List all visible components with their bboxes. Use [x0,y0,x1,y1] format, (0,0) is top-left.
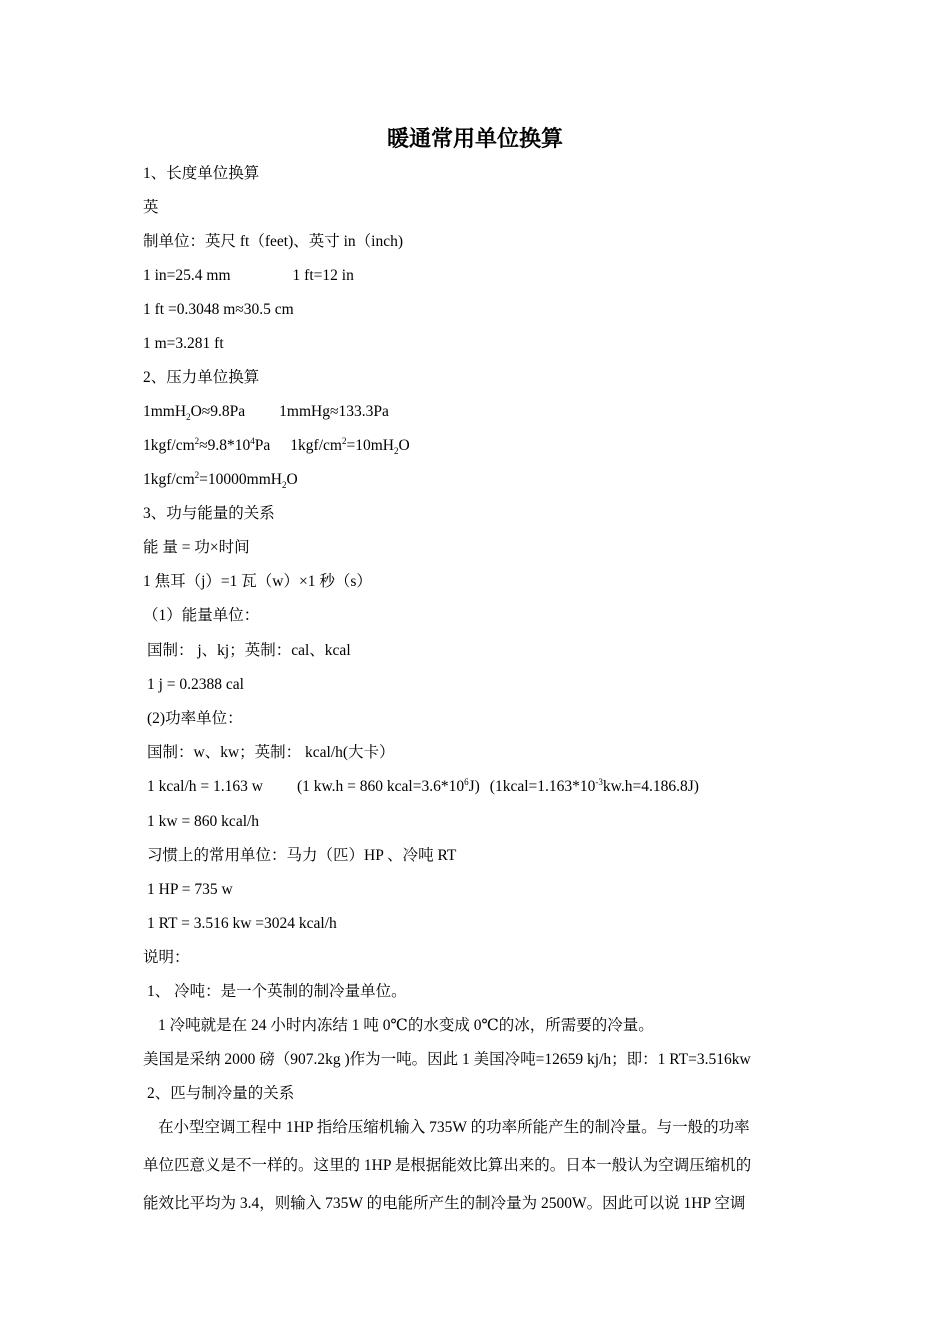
text-line [143,266,354,286]
formula-part: O [398,437,410,454]
formula: 1 ft=12 in [292,267,354,284]
text-line: (2)功率单位： [147,710,243,727]
superscript: 2 [194,469,200,480]
formula-part: =10mH [346,437,394,454]
formula-part: (1kcal=1.163*10 [489,778,596,795]
formula-part: =10000mmH [199,471,282,488]
superscript: 4 [250,435,255,446]
text-line: 1、 冷吨：是一个英制的制冷量单位。 [147,983,407,1000]
text-line: 1 冷吨就是在 24 小时内冻结 1 吨 0℃的水变成 0℃的冰，所需要的冷量。 [158,1017,654,1034]
subscript: 2 [186,412,191,423]
text-line [147,777,699,797]
text-line: 英 [143,199,159,216]
subscript: 2 [281,480,287,491]
notes-heading: 说明： [143,949,190,966]
text-line: 1 ft =0.3048 m≈30.5 cm [143,301,294,318]
text-line: 1 HP = 735 w [147,881,233,898]
superscript: 2 [194,435,200,446]
text-line: 国制：w、kw；英制： kcal/h(大卡） [147,744,395,761]
superscript: -3 [595,776,603,787]
text-line: 国制： j、kj；英制：cal、kcal [147,642,351,659]
text-line [143,470,298,490]
text-line: 能 量 = 功×时间 [143,539,250,556]
formula-part: kw.h=4.186.8J) [602,778,699,795]
superscript: 6 [464,776,469,787]
formula: 1mmHg≈133.3Pa [279,403,389,420]
formula-part: Pa [254,437,271,454]
text-line: 习惯上的常用单位：马力（匹）HP 、冷吨 RT [147,847,457,864]
text-line: 在小型空调工程中 1HP 指给压缩机输入 735W 的功率所能产生的制冷量。与一般的功率 [158,1119,750,1136]
formula-part: O [286,471,298,488]
superscript: 2 [341,435,347,446]
section-pressure-heading: 2、压力单位换算 [143,369,260,386]
formula-part: ≈9.8*10 [199,437,251,454]
formula-part: 1mmH [143,403,187,420]
text-line: 2、匹与制冷量的关系 [147,1085,295,1102]
text-line: 单位匹意义是不一样的。这里的 1HP 是根据能效比算出来的。日本一般认为空调压缩机的 [143,1157,752,1174]
subscript: 2 [393,446,399,457]
text-line: 1 kw = 860 kcal/h [147,813,260,830]
formula-part: (1 kw.h = 860 kcal=3.6*10 [296,778,465,795]
formula-part: J) [468,778,480,795]
text-line: 1 m=3.281 ft [143,335,224,352]
section-length-heading: 1、长度单位换算 [143,165,260,182]
formula: 1 in=25.4 mm [143,267,231,284]
formula-part: 1kgf/cm [290,437,342,454]
document-title: 暖通常用单位换算 [386,127,563,152]
section-energy-heading: 3、功与能量的关系 [143,505,275,522]
text-line: 1 RT = 3.516 kw =3024 kcal/h [147,915,337,932]
formula-part: O≈9.8Pa [190,403,246,420]
text-line: 1 焦耳（j）=1 瓦（w）×1 秒（s） [143,573,372,590]
text-line: 制单位：英尺 ft（feet)、英寸 in（inch) [143,233,404,250]
text-line [143,402,389,422]
text-line: （1）能量单位： [143,607,260,624]
formula: 1 kcal/h = 1.163 w [147,778,263,795]
text-line: 1 j = 0.2388 cal [147,676,244,693]
formula-part: 1kgf/cm [143,471,195,488]
text-line: 能效比平均为 3.4，则输入 735W 的电能所产生的制冷量为 2500W。因此可以说 1HP 空调 [143,1195,746,1212]
text-line: 美国是采纳 2000 磅（907.2kg )作为一吨。因此 1 美国冷吨=12659 kj/h；即：1 RT=3.516kw [143,1051,751,1068]
text-line [143,436,410,456]
formula-part: 1kgf/cm [143,437,195,454]
